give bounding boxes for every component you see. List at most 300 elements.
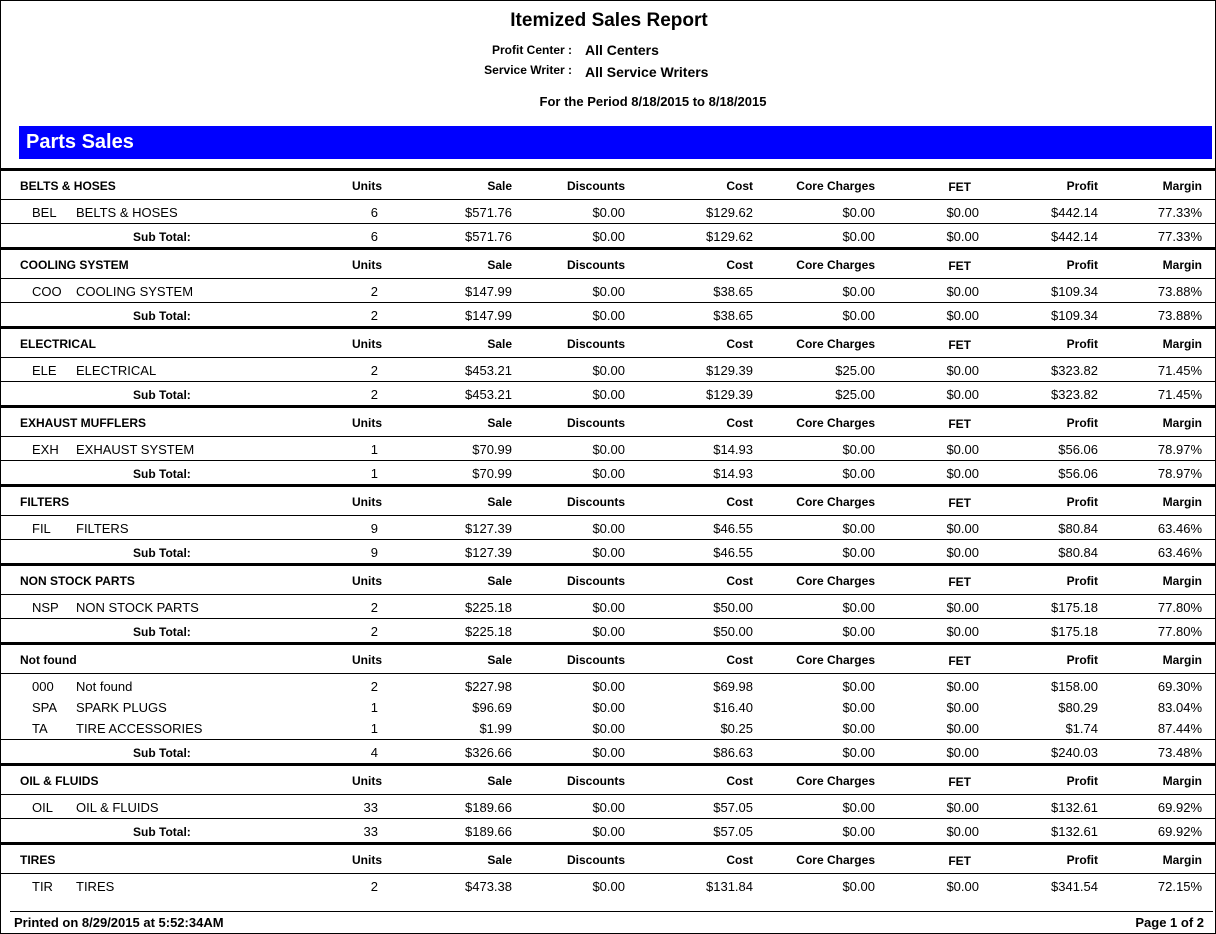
column-header-sale: Sale bbox=[487, 774, 512, 788]
item-description: NON STOCK PARTS bbox=[76, 600, 199, 615]
item-core: $0.00 bbox=[842, 205, 875, 220]
column-header-cost: Cost bbox=[726, 495, 753, 509]
column-header-margin: Margin bbox=[1162, 853, 1202, 867]
column-header-cost: Cost bbox=[726, 574, 753, 588]
item-core: $25.00 bbox=[835, 363, 875, 378]
item-profit: $323.82 bbox=[1051, 363, 1098, 378]
group-section bbox=[1, 326, 1216, 405]
column-header-sale: Sale bbox=[487, 495, 512, 509]
item-cost: $46.55 bbox=[713, 521, 753, 536]
column-header-margin: Margin bbox=[1162, 337, 1202, 351]
item-margin: 69.30% bbox=[1157, 679, 1202, 694]
group-header-row bbox=[1, 487, 1216, 516]
item-row bbox=[1, 439, 1216, 460]
item-margin: 63.46% bbox=[1157, 521, 1202, 536]
column-header-units: Units bbox=[352, 179, 382, 193]
item-margin: 73.88% bbox=[1157, 284, 1202, 299]
column-header-core: Core Charges bbox=[796, 774, 875, 788]
column-header-core: Core Charges bbox=[796, 179, 875, 193]
column-header-disc: Discounts bbox=[566, 774, 625, 788]
item-row bbox=[1, 597, 1216, 618]
column-header-sale: Sale bbox=[487, 653, 512, 667]
column-header-margin: Margin bbox=[1162, 653, 1202, 667]
item-fet: $0.00 bbox=[946, 800, 979, 815]
sales-groups bbox=[1, 168, 1216, 897]
subtotal-disc: $0.00 bbox=[592, 308, 625, 323]
section-banner-parts-sales: Parts Sales bbox=[19, 126, 1212, 159]
column-header-sale: Sale bbox=[487, 337, 512, 351]
item-units: 9 bbox=[370, 521, 378, 536]
item-disc: $0.00 bbox=[592, 879, 625, 894]
footer-divider bbox=[10, 911, 1213, 912]
subtotal-disc: $0.00 bbox=[592, 466, 625, 481]
column-header-profit: Profit bbox=[1066, 653, 1098, 667]
subtotal-sale: $70.99 bbox=[472, 466, 512, 481]
column-header-profit: Profit bbox=[1066, 258, 1098, 272]
subtotal-label: Sub Total: bbox=[133, 546, 191, 560]
subtotal-margin: 71.45% bbox=[1157, 387, 1202, 402]
item-description: BELTS & HOSES bbox=[76, 205, 178, 220]
column-header-disc: Discounts bbox=[566, 653, 625, 667]
group-header-row bbox=[1, 566, 1216, 595]
item-core: $0.00 bbox=[842, 679, 875, 694]
column-header-cost: Cost bbox=[726, 774, 753, 788]
item-units: 2 bbox=[370, 879, 378, 894]
subtotal-fet: $0.00 bbox=[946, 624, 979, 639]
subtotal-margin: 63.46% bbox=[1157, 545, 1202, 560]
subtotal-cost: $46.55 bbox=[713, 545, 753, 560]
subtotal-cost: $50.00 bbox=[713, 624, 753, 639]
subtotal-profit: $323.82 bbox=[1051, 387, 1098, 402]
subtotal-cost: $129.39 bbox=[706, 387, 753, 402]
subtotal-units: 2 bbox=[370, 624, 378, 639]
column-header-profit: Profit bbox=[1066, 179, 1098, 193]
item-disc: $0.00 bbox=[592, 800, 625, 815]
subtotal-sale: $127.39 bbox=[465, 545, 512, 560]
item-profit: $109.34 bbox=[1051, 284, 1098, 299]
column-header-disc: Discounts bbox=[566, 179, 625, 193]
item-code: OIL bbox=[32, 800, 53, 815]
item-row bbox=[1, 281, 1216, 302]
item-units: 1 bbox=[370, 721, 378, 736]
item-profit: $175.18 bbox=[1051, 600, 1098, 615]
item-row bbox=[1, 876, 1216, 897]
item-units: 2 bbox=[370, 284, 378, 299]
item-row bbox=[1, 697, 1216, 718]
column-header-units: Units bbox=[352, 258, 382, 272]
column-header-cost: Cost bbox=[726, 653, 753, 667]
column-header-cost: Cost bbox=[726, 337, 753, 351]
column-header-units: Units bbox=[352, 653, 382, 667]
item-margin: 71.45% bbox=[1157, 363, 1202, 378]
item-description: TIRES bbox=[76, 879, 115, 894]
group-section bbox=[1, 247, 1216, 326]
item-fet: $0.00 bbox=[946, 879, 979, 894]
column-header-sale: Sale bbox=[487, 574, 512, 588]
subtotal-row bbox=[1, 460, 1216, 484]
profit-center-value: All Centers bbox=[585, 42, 659, 58]
item-code: 000 bbox=[32, 679, 54, 694]
subtotal-fet: $0.00 bbox=[946, 308, 979, 323]
item-margin: 83.04% bbox=[1157, 700, 1202, 715]
subtotal-label: Sub Total: bbox=[133, 230, 191, 244]
subtotal-core: $0.00 bbox=[842, 824, 875, 839]
item-fet: $0.00 bbox=[946, 205, 979, 220]
group-name: TIRES bbox=[20, 853, 56, 867]
item-cost: $129.62 bbox=[706, 205, 753, 220]
subtotal-row bbox=[1, 618, 1216, 642]
subtotal-profit: $132.61 bbox=[1051, 824, 1098, 839]
item-sale: $227.98 bbox=[465, 679, 512, 694]
column-header-fet: FET bbox=[948, 575, 971, 589]
subtotal-profit: $109.34 bbox=[1051, 308, 1098, 323]
subtotal-units: 9 bbox=[370, 545, 378, 560]
column-header-margin: Margin bbox=[1162, 774, 1202, 788]
subtotal-core: $0.00 bbox=[842, 466, 875, 481]
group-name: COOLING SYSTEM bbox=[20, 258, 129, 272]
item-row bbox=[1, 797, 1216, 818]
item-row bbox=[1, 676, 1216, 697]
item-units: 2 bbox=[370, 363, 378, 378]
item-core: $0.00 bbox=[842, 721, 875, 736]
item-description: ELECTRICAL bbox=[76, 363, 157, 378]
item-fet: $0.00 bbox=[946, 363, 979, 378]
subtotal-cost: $57.05 bbox=[713, 824, 753, 839]
item-description: EXHAUST SYSTEM bbox=[76, 442, 195, 457]
item-sale: $571.76 bbox=[465, 205, 512, 220]
subtotal-sale: $225.18 bbox=[465, 624, 512, 639]
column-header-fet: FET bbox=[948, 854, 971, 868]
subtotal-core: $0.00 bbox=[842, 308, 875, 323]
report-title: Itemized Sales Report bbox=[510, 10, 708, 31]
item-description: TIRE ACCESSORIES bbox=[76, 721, 203, 736]
item-cost: $38.65 bbox=[713, 284, 753, 299]
group-section bbox=[1, 484, 1216, 563]
group-header-row bbox=[1, 171, 1216, 200]
group-header-row bbox=[1, 408, 1216, 437]
subtotal-disc: $0.00 bbox=[592, 824, 625, 839]
item-description: SPARK PLUGS bbox=[76, 700, 167, 715]
column-header-units: Units bbox=[352, 416, 382, 430]
subtotal-disc: $0.00 bbox=[592, 387, 625, 402]
item-sale: $189.66 bbox=[465, 800, 512, 815]
group-section bbox=[1, 405, 1216, 484]
subtotal-fet: $0.00 bbox=[946, 824, 979, 839]
item-sale: $473.38 bbox=[465, 879, 512, 894]
item-fet: $0.00 bbox=[946, 679, 979, 694]
item-margin: 77.33% bbox=[1157, 205, 1202, 220]
group-name: OIL & FLUIDS bbox=[20, 774, 99, 788]
column-header-core: Core Charges bbox=[796, 258, 875, 272]
group-section bbox=[1, 763, 1216, 842]
item-profit: $80.29 bbox=[1058, 700, 1098, 715]
column-header-cost: Cost bbox=[726, 258, 753, 272]
item-disc: $0.00 bbox=[592, 284, 625, 299]
group-section bbox=[1, 842, 1216, 897]
item-profit: $132.61 bbox=[1051, 800, 1098, 815]
item-margin: 78.97% bbox=[1157, 442, 1202, 457]
item-profit: $341.54 bbox=[1051, 879, 1098, 894]
item-disc: $0.00 bbox=[592, 442, 625, 457]
column-header-units: Units bbox=[352, 337, 382, 351]
group-section bbox=[1, 642, 1216, 763]
subtotal-fet: $0.00 bbox=[946, 745, 979, 760]
column-header-profit: Profit bbox=[1066, 495, 1098, 509]
column-header-profit: Profit bbox=[1066, 416, 1098, 430]
subtotal-fet: $0.00 bbox=[946, 229, 979, 244]
column-header-units: Units bbox=[352, 574, 382, 588]
subtotal-disc: $0.00 bbox=[592, 545, 625, 560]
item-margin: 87.44% bbox=[1157, 721, 1202, 736]
group-name: EXHAUST MUFFLERS bbox=[20, 416, 146, 430]
subtotal-sale: $453.21 bbox=[465, 387, 512, 402]
column-header-margin: Margin bbox=[1162, 574, 1202, 588]
item-profit: $442.14 bbox=[1051, 205, 1098, 220]
item-cost: $131.84 bbox=[706, 879, 753, 894]
subtotal-profit: $56.06 bbox=[1058, 466, 1098, 481]
column-header-margin: Margin bbox=[1162, 495, 1202, 509]
column-header-fet: FET bbox=[948, 417, 971, 431]
subtotal-sale: $189.66 bbox=[465, 824, 512, 839]
item-fet: $0.00 bbox=[946, 521, 979, 536]
subtotal-fet: $0.00 bbox=[946, 466, 979, 481]
service-writer-label: Service Writer : bbox=[484, 63, 572, 77]
column-header-cost: Cost bbox=[726, 179, 753, 193]
item-code: FIL bbox=[32, 521, 51, 536]
item-cost: $57.05 bbox=[713, 800, 753, 815]
item-core: $0.00 bbox=[842, 800, 875, 815]
subtotal-units: 6 bbox=[370, 229, 378, 244]
subtotal-sale: $571.76 bbox=[465, 229, 512, 244]
subtotal-profit: $80.84 bbox=[1058, 545, 1098, 560]
item-row bbox=[1, 360, 1216, 381]
item-core: $0.00 bbox=[842, 521, 875, 536]
subtotal-row bbox=[1, 302, 1216, 326]
item-sale: $453.21 bbox=[465, 363, 512, 378]
subtotal-disc: $0.00 bbox=[592, 229, 625, 244]
item-sale: $96.69 bbox=[472, 700, 512, 715]
page-number: Page 1 of 2 bbox=[1135, 915, 1204, 930]
subtotal-row bbox=[1, 223, 1216, 247]
column-header-fet: FET bbox=[948, 180, 971, 194]
item-disc: $0.00 bbox=[592, 600, 625, 615]
column-header-disc: Discounts bbox=[566, 574, 625, 588]
item-cost: $0.25 bbox=[720, 721, 753, 736]
item-fet: $0.00 bbox=[946, 721, 979, 736]
report-period: For the Period 8/18/2015 to 8/18/2015 bbox=[539, 94, 767, 109]
subtotal-sale: $147.99 bbox=[465, 308, 512, 323]
item-units: 1 bbox=[370, 700, 378, 715]
item-code: SPA bbox=[32, 700, 58, 715]
subtotal-profit: $442.14 bbox=[1051, 229, 1098, 244]
item-margin: 69.92% bbox=[1157, 800, 1202, 815]
item-disc: $0.00 bbox=[592, 521, 625, 536]
service-writer-value: All Service Writers bbox=[585, 64, 709, 80]
item-fet: $0.00 bbox=[946, 700, 979, 715]
item-core: $0.00 bbox=[842, 284, 875, 299]
subtotal-cost: $14.93 bbox=[713, 466, 753, 481]
subtotal-disc: $0.00 bbox=[592, 745, 625, 760]
subtotal-label: Sub Total: bbox=[133, 309, 191, 323]
column-header-fet: FET bbox=[948, 496, 971, 510]
group-header-row bbox=[1, 329, 1216, 358]
item-sale: $147.99 bbox=[465, 284, 512, 299]
item-row bbox=[1, 518, 1216, 539]
item-margin: 77.80% bbox=[1157, 600, 1202, 615]
column-header-units: Units bbox=[352, 853, 382, 867]
group-name: Not found bbox=[20, 653, 77, 667]
column-header-core: Core Charges bbox=[796, 853, 875, 867]
subtotal-units: 2 bbox=[370, 387, 378, 402]
group-section bbox=[1, 563, 1216, 642]
item-code: BEL bbox=[32, 205, 57, 220]
subtotal-margin: 78.97% bbox=[1157, 466, 1202, 481]
group-section bbox=[1, 168, 1216, 247]
column-header-sale: Sale bbox=[487, 179, 512, 193]
group-name: NON STOCK PARTS bbox=[20, 574, 135, 588]
item-units: 6 bbox=[370, 205, 378, 220]
subtotal-units: 33 bbox=[363, 824, 378, 839]
item-description: OIL & FLUIDS bbox=[76, 800, 159, 815]
column-header-disc: Discounts bbox=[566, 258, 625, 272]
item-profit: $56.06 bbox=[1058, 442, 1098, 457]
item-sale: $225.18 bbox=[465, 600, 512, 615]
item-cost: $50.00 bbox=[713, 600, 753, 615]
item-units: 2 bbox=[370, 679, 378, 694]
subtotal-margin: 77.80% bbox=[1157, 624, 1202, 639]
column-header-disc: Discounts bbox=[566, 853, 625, 867]
column-header-profit: Profit bbox=[1066, 774, 1098, 788]
column-header-fet: FET bbox=[948, 338, 971, 352]
item-fet: $0.00 bbox=[946, 442, 979, 457]
column-header-margin: Margin bbox=[1162, 258, 1202, 272]
subtotal-cost: $38.65 bbox=[713, 308, 753, 323]
column-header-units: Units bbox=[352, 495, 382, 509]
column-header-disc: Discounts bbox=[566, 416, 625, 430]
item-margin: 72.15% bbox=[1157, 879, 1202, 894]
column-header-cost: Cost bbox=[726, 416, 753, 430]
subtotal-label: Sub Total: bbox=[133, 625, 191, 639]
column-header-sale: Sale bbox=[487, 853, 512, 867]
subtotal-label: Sub Total: bbox=[133, 388, 191, 402]
subtotal-row bbox=[1, 739, 1216, 763]
item-core: $0.00 bbox=[842, 700, 875, 715]
subtotal-row bbox=[1, 381, 1216, 405]
subtotal-core: $25.00 bbox=[835, 387, 875, 402]
column-header-profit: Profit bbox=[1066, 337, 1098, 351]
item-core: $0.00 bbox=[842, 879, 875, 894]
subtotal-disc: $0.00 bbox=[592, 624, 625, 639]
column-header-core: Core Charges bbox=[796, 416, 875, 430]
subtotal-units: 4 bbox=[370, 745, 378, 760]
subtotal-core: $0.00 bbox=[842, 624, 875, 639]
column-header-sale: Sale bbox=[487, 416, 512, 430]
column-header-margin: Margin bbox=[1162, 416, 1202, 430]
column-header-disc: Discounts bbox=[566, 495, 625, 509]
item-disc: $0.00 bbox=[592, 700, 625, 715]
item-sale: $127.39 bbox=[465, 521, 512, 536]
subtotal-margin: 73.88% bbox=[1157, 308, 1202, 323]
item-disc: $0.00 bbox=[592, 679, 625, 694]
subtotal-margin: 69.92% bbox=[1157, 824, 1202, 839]
item-cost: $69.98 bbox=[713, 679, 753, 694]
item-row bbox=[1, 718, 1216, 739]
column-header-units: Units bbox=[352, 774, 382, 788]
group-header-row bbox=[1, 645, 1216, 674]
item-row bbox=[1, 202, 1216, 223]
column-header-core: Core Charges bbox=[796, 653, 875, 667]
subtotal-core: $0.00 bbox=[842, 545, 875, 560]
column-header-disc: Discounts bbox=[566, 337, 625, 351]
subtotal-cost: $129.62 bbox=[706, 229, 753, 244]
column-header-fet: FET bbox=[948, 654, 971, 668]
subtotal-cost: $86.63 bbox=[713, 745, 753, 760]
subtotal-sale: $326.66 bbox=[465, 745, 512, 760]
subtotal-label: Sub Total: bbox=[133, 825, 191, 839]
column-header-fet: FET bbox=[948, 775, 971, 789]
group-name: FILTERS bbox=[20, 495, 70, 509]
column-header-core: Core Charges bbox=[796, 495, 875, 509]
group-header-row bbox=[1, 845, 1216, 874]
item-code: EXH bbox=[32, 442, 59, 457]
profit-center-label: Profit Center : bbox=[491, 43, 572, 57]
item-cost: $16.40 bbox=[713, 700, 753, 715]
item-profit: $158.00 bbox=[1051, 679, 1098, 694]
subtotal-units: 1 bbox=[370, 466, 378, 481]
item-units: 2 bbox=[370, 600, 378, 615]
item-code: TA bbox=[32, 721, 48, 736]
item-code: ELE bbox=[32, 363, 57, 378]
group-name: ELECTRICAL bbox=[20, 337, 96, 351]
item-description: COOLING SYSTEM bbox=[76, 284, 194, 299]
item-core: $0.00 bbox=[842, 600, 875, 615]
subtotal-units: 2 bbox=[370, 308, 378, 323]
subtotal-core: $0.00 bbox=[842, 229, 875, 244]
subtotal-profit: $240.03 bbox=[1051, 745, 1098, 760]
item-units: 1 bbox=[370, 442, 378, 457]
item-description: FILTERS bbox=[76, 521, 129, 536]
subtotal-row bbox=[1, 818, 1216, 842]
printed-timestamp: Printed on 8/29/2015 at 5:52:34AM bbox=[14, 915, 224, 930]
subtotal-margin: 77.33% bbox=[1157, 229, 1202, 244]
item-description: Not found bbox=[76, 679, 133, 694]
subtotal-margin: 73.48% bbox=[1157, 745, 1202, 760]
group-name: BELTS & HOSES bbox=[20, 179, 116, 193]
item-code: COO bbox=[32, 284, 62, 299]
item-code: TIR bbox=[32, 879, 53, 894]
subtotal-core: $0.00 bbox=[842, 745, 875, 760]
subtotal-fet: $0.00 bbox=[946, 387, 979, 402]
item-cost: $129.39 bbox=[706, 363, 753, 378]
item-units: 33 bbox=[363, 800, 378, 815]
item-disc: $0.00 bbox=[592, 205, 625, 220]
item-disc: $0.00 bbox=[592, 721, 625, 736]
subtotal-profit: $175.18 bbox=[1051, 624, 1098, 639]
item-code: NSP bbox=[32, 600, 59, 615]
column-header-profit: Profit bbox=[1066, 574, 1098, 588]
column-header-margin: Margin bbox=[1162, 179, 1202, 193]
item-cost: $14.93 bbox=[713, 442, 753, 457]
item-sale: $70.99 bbox=[472, 442, 512, 457]
subtotal-label: Sub Total: bbox=[133, 467, 191, 481]
column-header-core: Core Charges bbox=[796, 337, 875, 351]
item-profit: $1.74 bbox=[1065, 721, 1098, 736]
item-fet: $0.00 bbox=[946, 600, 979, 615]
subtotal-fet: $0.00 bbox=[946, 545, 979, 560]
item-core: $0.00 bbox=[842, 442, 875, 457]
group-header-row bbox=[1, 766, 1216, 795]
item-profit: $80.84 bbox=[1058, 521, 1098, 536]
